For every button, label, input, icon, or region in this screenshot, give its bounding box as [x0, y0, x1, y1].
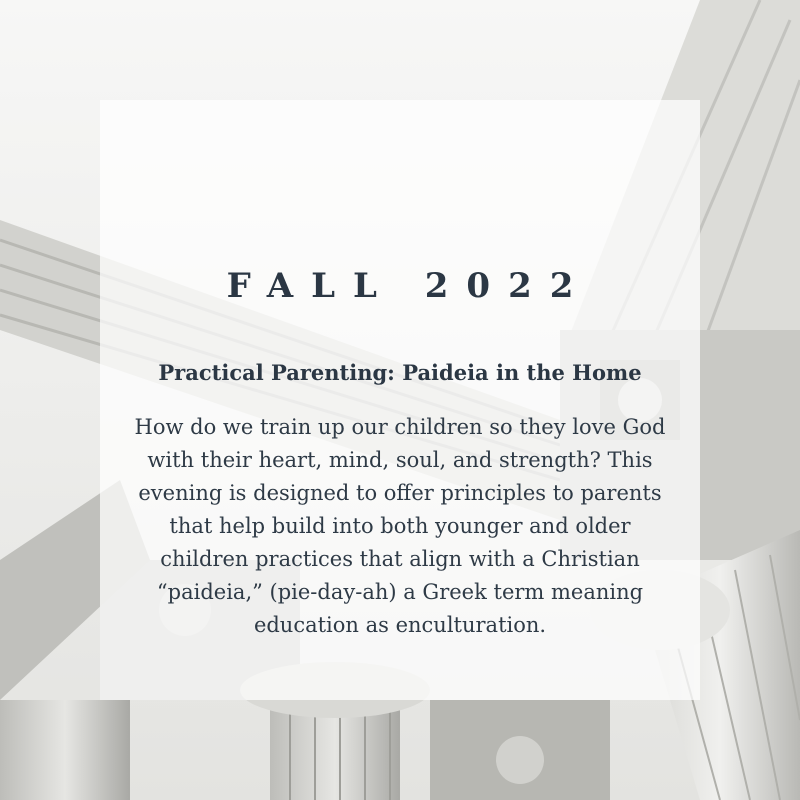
event-description: How do we train up our children so they love God with their heart, mind, soul, and strength? This evening is designed to offer principles to parents that help build into both younger and older children practices that align with a Christian “paideia,” (pie-day-ah) a Greek term meaning education as enculturation.: [134, 415, 666, 637]
event-title: Practical Parenting: Paideia in the Home: [158, 360, 642, 385]
event-card: [100, 100, 700, 700]
season-heading: FALL 2022: [226, 266, 592, 306]
